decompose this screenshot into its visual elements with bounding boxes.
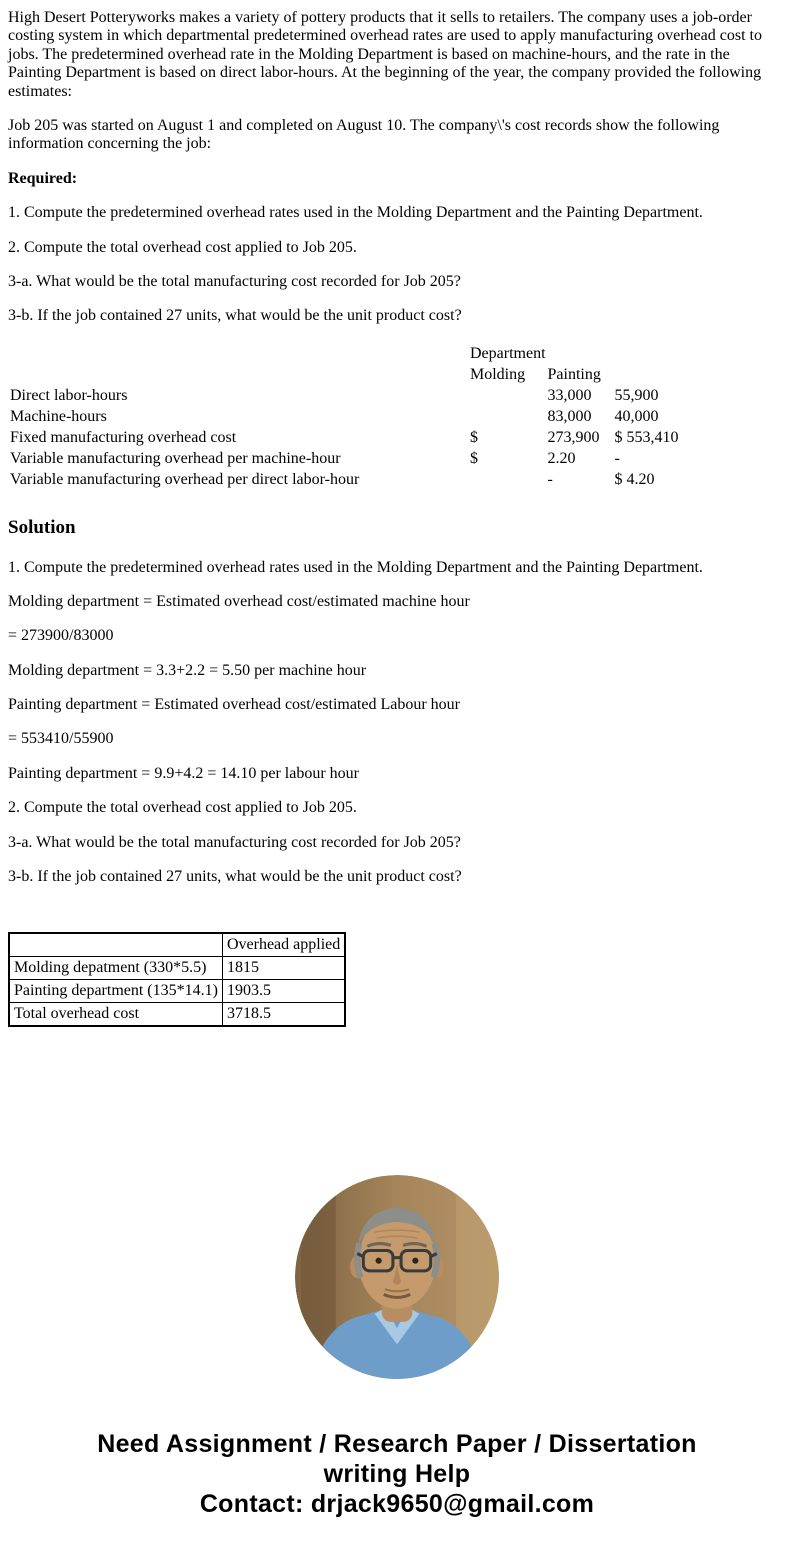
- department-group-header: Department: [470, 344, 546, 362]
- tutor-avatar: [295, 1175, 499, 1379]
- row-value: 1815: [222, 957, 345, 980]
- cell-currency: $: [470, 428, 478, 446]
- solution-line-4: Molding department = 3.3+2.2 = 5.50 per machine hour: [8, 661, 367, 679]
- cell-molding-value: -: [547, 470, 553, 488]
- intro-paragraph: High Desert Potteryworks makes a variety of pottery products that it sells to retailers. The company uses a job-order costing system in which departmental predetermined overhead rates are used to apply manufacturing overhead cost to jobs. The predetermined overhead rate in the Molding Department is based on machine-hours, and the rate in the Painting Department is based on direct labor-hours. At the beginning of the year, the company provided the following estimates:: [8, 9, 762, 100]
- solution-line-9: 3-a. What would be the total manufacturing cost recorded for Job 205?: [8, 833, 461, 851]
- question-3b: 3-b. If the job contained 27 units, what would be the unit product cost?: [8, 307, 462, 325]
- row-value: 3718.5: [222, 1003, 345, 1027]
- estimates-table: [8, 344, 723, 491]
- cell-currency: [468, 386, 546, 407]
- solution-line-7: Painting department = 9.9+4.2 = 14.10 per labour hour: [8, 764, 360, 782]
- row-label: Fixed manufacturing overhead cost: [10, 428, 237, 446]
- solution-line-1: 1. Compute the predetermined overhead rates used in the Molding Department and the Painting Department.: [8, 558, 703, 576]
- footer-ad: [8, 1429, 786, 1543]
- table-row: [9, 957, 345, 980]
- row-label: Variable manufacturing overhead per direct labor-hour: [10, 470, 360, 488]
- empty-cell: [8, 344, 468, 365]
- cell-painting-value: 40,000: [614, 407, 659, 425]
- empty-cell: [8, 365, 468, 386]
- overhead-applied-table: [8, 932, 346, 1027]
- solution-heading: Solution: [8, 516, 76, 538]
- estimates-column-header-row: [8, 365, 723, 386]
- solution-line-6: = 553410/55900: [8, 730, 114, 748]
- cell-currency: [468, 407, 546, 428]
- cell-molding-value: 33,000: [547, 386, 592, 404]
- solution-line-3: = 273900/83000: [8, 627, 114, 645]
- cell-painting-value: -: [614, 449, 620, 467]
- empty-header-cell: [9, 933, 222, 957]
- molding-column-header: Molding: [470, 365, 526, 383]
- footer-ad-line: writing Help: [323, 1460, 471, 1489]
- cell-molding-value: 2.20: [547, 449, 576, 467]
- person-portrait-illustration: [295, 1175, 499, 1379]
- cell-currency: $: [470, 449, 478, 467]
- overhead-header-row: [9, 933, 345, 957]
- cell-painting-value: 55,900: [614, 386, 659, 404]
- solution-line-8: 2. Compute the total overhead cost applied to Job 205.: [8, 799, 357, 817]
- empty-cell: [613, 344, 723, 365]
- question-2: 2. Compute the total overhead cost applied to Job 205.: [8, 238, 357, 256]
- empty-cell: [546, 344, 613, 365]
- row-label: Variable manufacturing overhead per machine-hour: [10, 449, 341, 467]
- solution-line-5: Painting department = Estimated overhead cost/estimated Labour hour: [8, 696, 461, 714]
- solution-line-10: 3-b. If the job contained 27 units, what would be the unit product cost?: [8, 868, 462, 886]
- table-row: [9, 980, 345, 1003]
- table-row: [8, 386, 723, 407]
- cell-currency: [468, 470, 546, 491]
- estimates-group-header-row: [8, 344, 723, 365]
- painting-column-header: Painting: [547, 365, 601, 383]
- table-row: [8, 407, 723, 428]
- row-label: Total overhead cost: [9, 1003, 222, 1027]
- cell-molding-value: 83,000: [547, 407, 592, 425]
- table-row: [8, 449, 723, 470]
- question-3a: 3-a. What would be the total manufacturing cost recorded for Job 205?: [8, 272, 461, 290]
- empty-cell: [613, 365, 723, 386]
- question-1: 1. Compute the predetermined overhead rates used in the Molding Department and the Painting Department.: [8, 204, 703, 222]
- table-row: [9, 1003, 345, 1027]
- cell-molding-value: 273,900: [547, 428, 600, 446]
- row-label: Direct labor-hours: [10, 386, 128, 404]
- table-row: [8, 470, 723, 491]
- table-row: [8, 428, 723, 449]
- row-label: Machine-hours: [10, 407, 107, 425]
- solution-line-2: Molding department = Estimated overhead cost/estimated machine hour: [8, 592, 470, 610]
- footer-ad-line: Need Assignment / Research Paper / Dissertation: [97, 1430, 697, 1459]
- row-label: Painting department (135*14.1): [9, 980, 222, 1003]
- overhead-applied-header: Overhead applied: [222, 933, 345, 957]
- cell-painting-value: $ 4.20: [614, 470, 655, 488]
- row-label: Molding depatment (330*5.5): [9, 957, 222, 980]
- job-info-paragraph: Job 205 was started on August 1 and completed on August 10. The company\'s cost records show the following information concerning the job:: [8, 116, 720, 153]
- row-value: 1903.5: [222, 980, 345, 1003]
- cell-painting-value: $ 553,410: [614, 428, 679, 446]
- required-label: Required:: [8, 169, 78, 187]
- footer-contact-email: Contact: drjack9650@gmail.com: [199, 1490, 595, 1519]
